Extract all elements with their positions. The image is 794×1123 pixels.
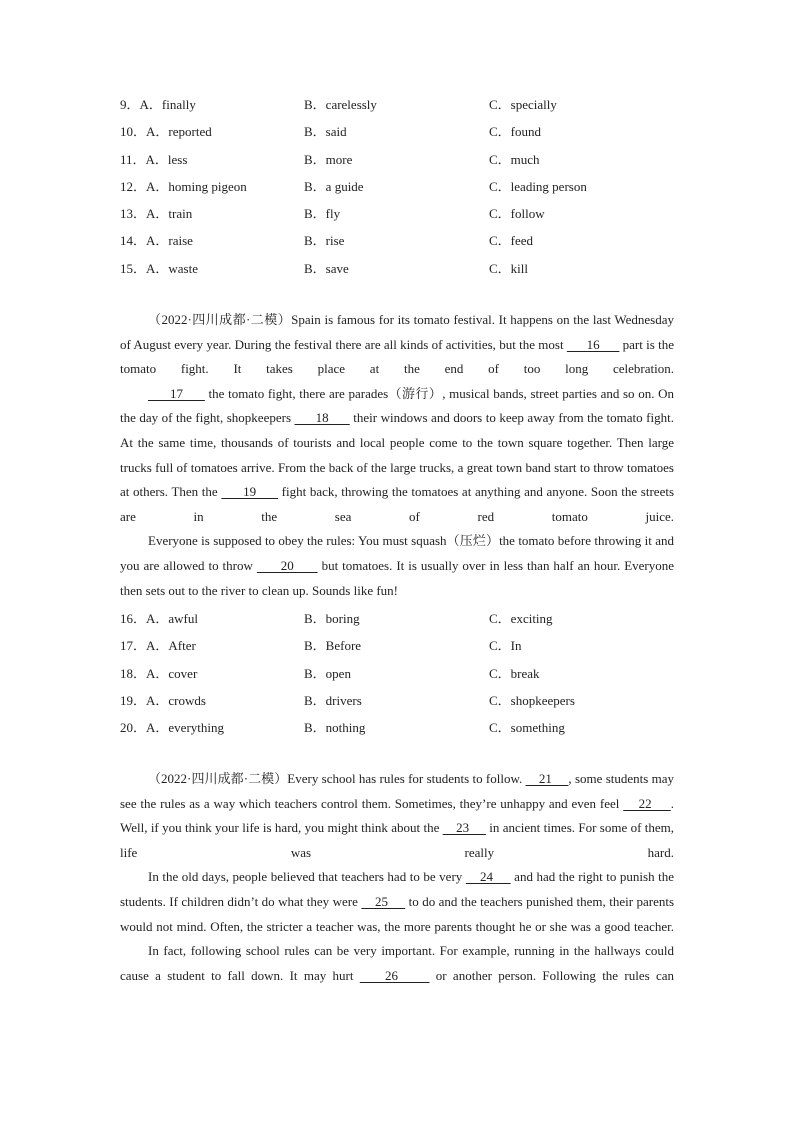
question-number: 15．	[120, 260, 147, 276]
option-c: C．break	[489, 665, 540, 681]
option-b: B．save	[304, 260, 349, 276]
question-number: 19．	[120, 692, 147, 708]
blank-22: 22	[623, 795, 671, 811]
question-number: 14．	[120, 233, 147, 249]
option-a: A．homing pigeon	[146, 178, 247, 194]
option-c: C．feed	[489, 233, 534, 249]
option-a: A．awful	[146, 611, 199, 626]
option-b: B．open	[304, 665, 351, 681]
option-a: A．raise	[146, 233, 193, 249]
question-16	[120, 605, 680, 632]
option-c: C．In	[489, 638, 522, 654]
option-a: A．everything	[146, 720, 224, 736]
option-b: B．Before	[304, 638, 362, 654]
option-c: C．follow	[489, 206, 545, 222]
option-a: A．crowds	[146, 692, 206, 708]
blank-24: 24	[465, 869, 511, 885]
option-b: B．more	[304, 151, 353, 167]
option-a: A．finally	[139, 97, 196, 112]
options-9-15	[120, 91, 680, 282]
paragraph: Everyone is supposed to obey the rules: You must squash（压烂）the tomato before throwing it and you are allowed to throw 20 but tomatoes. It is usually over in less than half an hour. Everyone then sets out to the river to clean up. Sounds like fun!	[120, 533, 675, 598]
question-14	[120, 227, 680, 254]
question-number: 13．	[120, 206, 147, 222]
blank-21: 21	[525, 771, 569, 786]
paragraph: （2022·四川成都·二模）Every school has rules for students to follow. 21 , some students may see the rules as a way which teachers control them. Sometimes, they’re unhappy and even feel 22 . Well, if you think your life is hard, you might think about the 23 in ancient times. For some of them, life was really hard.	[120, 771, 675, 860]
paragraph: （2022·四川成都·二模）Spain is famous for its tomato festival. It happens on the last Wednesday of August every year. During the festival there are all kinds of activities, but the most 16 part is the tomato fight. It takes place at the end of too long celebration.	[120, 312, 675, 377]
question-9	[120, 91, 680, 118]
source-label: （2022·四川成都·二模）	[148, 312, 292, 327]
question-number: 17．	[120, 638, 147, 654]
blank-17: 17	[148, 385, 205, 401]
option-b: B．said	[304, 124, 347, 140]
option-a: A．reported	[146, 124, 212, 140]
question-19	[120, 687, 680, 714]
blank-25: 25	[361, 893, 406, 909]
question-number: 18．	[120, 665, 147, 681]
option-b: B．carelessly	[304, 97, 377, 112]
question-13	[120, 200, 680, 227]
option-c: C．found	[489, 124, 542, 140]
blank-18: 18	[294, 410, 350, 426]
option-a: A．cover	[146, 665, 198, 681]
question-17	[120, 632, 680, 659]
blank-23: 23	[442, 820, 486, 836]
option-c: C．specially	[489, 97, 557, 112]
question-number: 12．	[120, 178, 147, 194]
blank-26: 26	[359, 967, 430, 983]
source-label: （2022·四川成都·二模）	[148, 771, 288, 786]
question-number: 9．	[120, 97, 140, 112]
paragraph: In the old days, people believed that teachers had to be very 24 and had the right to punish the students. If children didn’t do what they were 25 to do and the teachers punished them, their parents would not mind. Often, the stricter a teacher was, the more parents thought he or she was a good teacher.	[120, 869, 675, 934]
option-b: B．rise	[304, 233, 345, 249]
option-b: B．drivers	[304, 692, 362, 708]
question-12	[120, 173, 680, 200]
option-a: A．train	[146, 206, 193, 222]
question-number: 16．	[120, 611, 147, 626]
question-number: 20．	[120, 720, 147, 736]
option-c: C．exciting	[489, 611, 553, 626]
options-16-20	[120, 605, 680, 741]
option-c: C．something	[489, 720, 565, 736]
blank-16: 16	[566, 336, 620, 352]
question-18	[120, 660, 680, 687]
option-b: B．fly	[304, 206, 341, 222]
question-number: 11．	[120, 151, 146, 167]
question-10	[120, 118, 680, 145]
option-b: B．a guide	[304, 178, 364, 194]
option-c: C．leading person	[489, 178, 587, 194]
option-c: C．much	[489, 151, 540, 167]
question-15	[120, 255, 680, 282]
question-number: 10．	[120, 124, 147, 140]
option-b: B．nothing	[304, 720, 366, 736]
question-11	[120, 146, 680, 173]
passage-tomato-festival	[120, 308, 674, 603]
passage-school-rules	[120, 767, 674, 988]
option-b: B．boring	[304, 611, 360, 626]
option-c: C．kill	[489, 260, 529, 276]
option-a: A．waste	[146, 260, 199, 276]
blank-19: 19	[221, 484, 278, 500]
option-a: A．less	[145, 151, 188, 167]
option-c: C．shopkeepers	[489, 692, 575, 708]
option-a: A．After	[146, 638, 196, 654]
blank-20: 20	[256, 557, 318, 573]
question-20	[120, 714, 680, 741]
paragraph: In fact, following school rules can be very important. For example, running in the hallways could cause a student to fall down. It may hurt 26 or another person. Following the rules can	[120, 943, 674, 983]
paragraph: 17 the tomato fight, there are parades（游行）, musical bands, street parties and so on. On the day of the fight, shopkeepers 18 their windows and doors to keep away from the tomato fight. At the same time, thousands of tourists and local people come to the town square together. Then large trucks full of tomatoes arrive. From the back of the large trucks, a great town band start to throw tomatoes at others. Then the 19 fight back, throwing the tomatoes at anything and anyone. Soon the streets are in the sea of red tomato juice.	[120, 385, 675, 524]
